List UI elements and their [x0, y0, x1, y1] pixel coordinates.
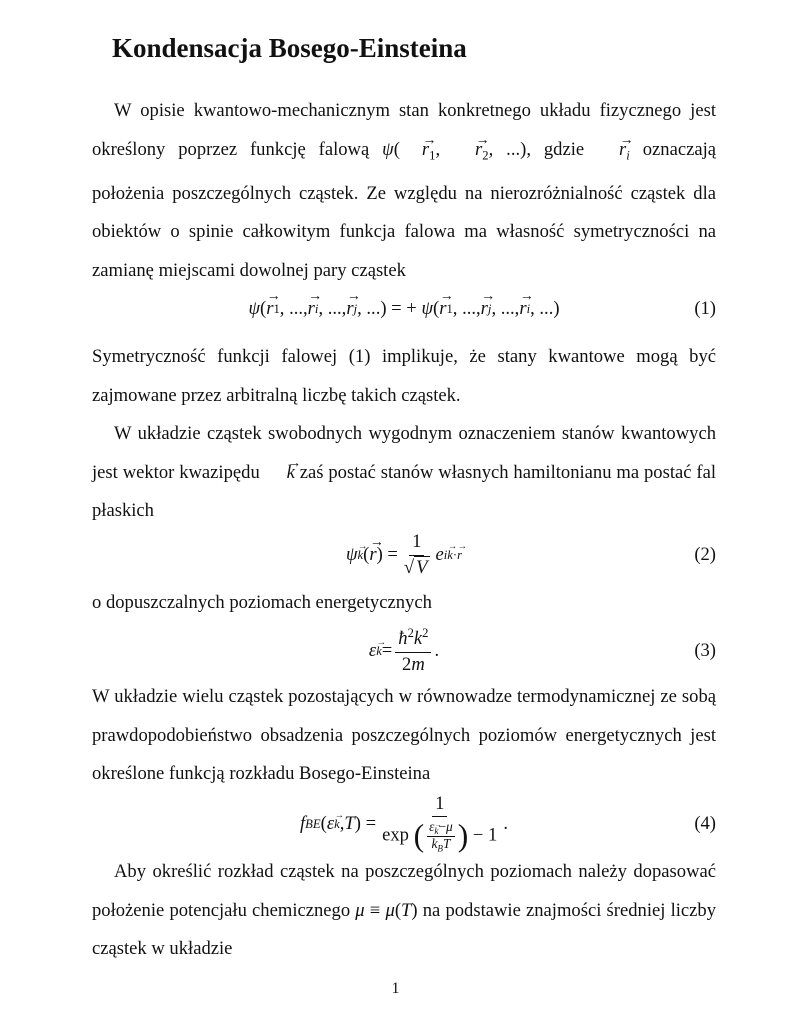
paragraph-free-particles	[92, 415, 716, 531]
paragraph-free-particles-text-b: zaś postać stanów własnych hamiltonianu ma postać fal płaskich	[92, 461, 716, 521]
equation-3-body: ε k → = $\frac{ħ^2k^2}{2m}$ .	[92, 626, 716, 676]
paragraph-intro-text-c: oznaczają położenia poszczególnych cząstek. Ze względu na nierozróżnialność cząstek dla obiektów o spinie całkowitym funkcja falowa ma własność symetryczności na zamianę miejscami dowolnej pary cząstek	[92, 138, 716, 281]
equation-4	[92, 792, 716, 854]
inline-math-psi: ψ( $r \to_1$, $r \to_2$, ...)	[382, 139, 526, 160]
paragraph-symmetry: Symetryczność funkcji falowej (1) implikuje, że stany kwantowe mogą być zajmowane przez arbitralną liczbę takich cząstek.	[92, 346, 716, 406]
equation-2	[92, 530, 716, 580]
paragraph-equilibrium: W układzie wielu cząstek pozostających w równowadze termodynamicznej ze sobą prawdopodobieństwo obsadzenia poszczególnych poziomów energetycznych jest określone funkcją rozkładu Bosego-Einsteina	[92, 686, 716, 784]
equation-4-number: (4)	[694, 813, 716, 834]
equation-2-body: ψ k → ( r → ) = $\frac{1}{√ V}$ e ik →·r →	[92, 530, 716, 580]
equation-1-number: (1)	[694, 298, 716, 319]
paragraph-chemical-potential	[92, 853, 716, 969]
paragraph-chemical-potential-text-a: Aby określić rozkład cząstek na poszczególnych poziomach należy dopasować położenie potencjału chemicznego	[92, 861, 716, 921]
equation-2-number: (2)	[694, 544, 716, 565]
inline-math-k: k →	[265, 454, 295, 493]
page-number: 1	[391, 980, 400, 997]
equation-4-body: f BE ( ε k → , T ) = 1 exp ( $\frac{\varepsilon_k \to-\mu}{k_BT}$ ) − 1 .	[92, 796, 716, 852]
paragraph-intro	[92, 92, 716, 290]
equation-1	[92, 284, 716, 334]
paragraph-intro-text-b: , gdzie	[526, 138, 598, 160]
equation-1-body: ψ ( r → 1 , ..., r → i , ..., r → j , ...) = + ψ ( r → 1 , ..., r → j , ..., r → i , ...)	[92, 284, 716, 334]
equation-3	[92, 626, 716, 676]
exp-label: exp	[382, 825, 409, 846]
equation-3-number: (3)	[694, 640, 716, 661]
inline-math-mu: μ ≡ μ(T)	[355, 899, 418, 921]
paragraph-energy-levels: o dopuszczalnych poziomach energetycznych	[92, 592, 432, 613]
page-title: Kondensacja Bosego-Einsteina	[112, 33, 467, 63]
paragraph-chemical-potential-text-b: na podstawie znajmości średniej liczby cząstek w układzie	[92, 899, 716, 959]
paragraph-free-particles-text-a: W układzie cząstek swobodnych wygodnym oznaczeniem stanów kwantowych jest wektor kwazipędu	[92, 423, 716, 483]
inline-math-ri: $r \to_i$	[597, 139, 630, 160]
paragraph-intro-text-a: W opisie kwantowo-mechanicznym stan konkretnego układu fizycznego jest określony poprzez funkcję falową	[92, 100, 716, 160]
